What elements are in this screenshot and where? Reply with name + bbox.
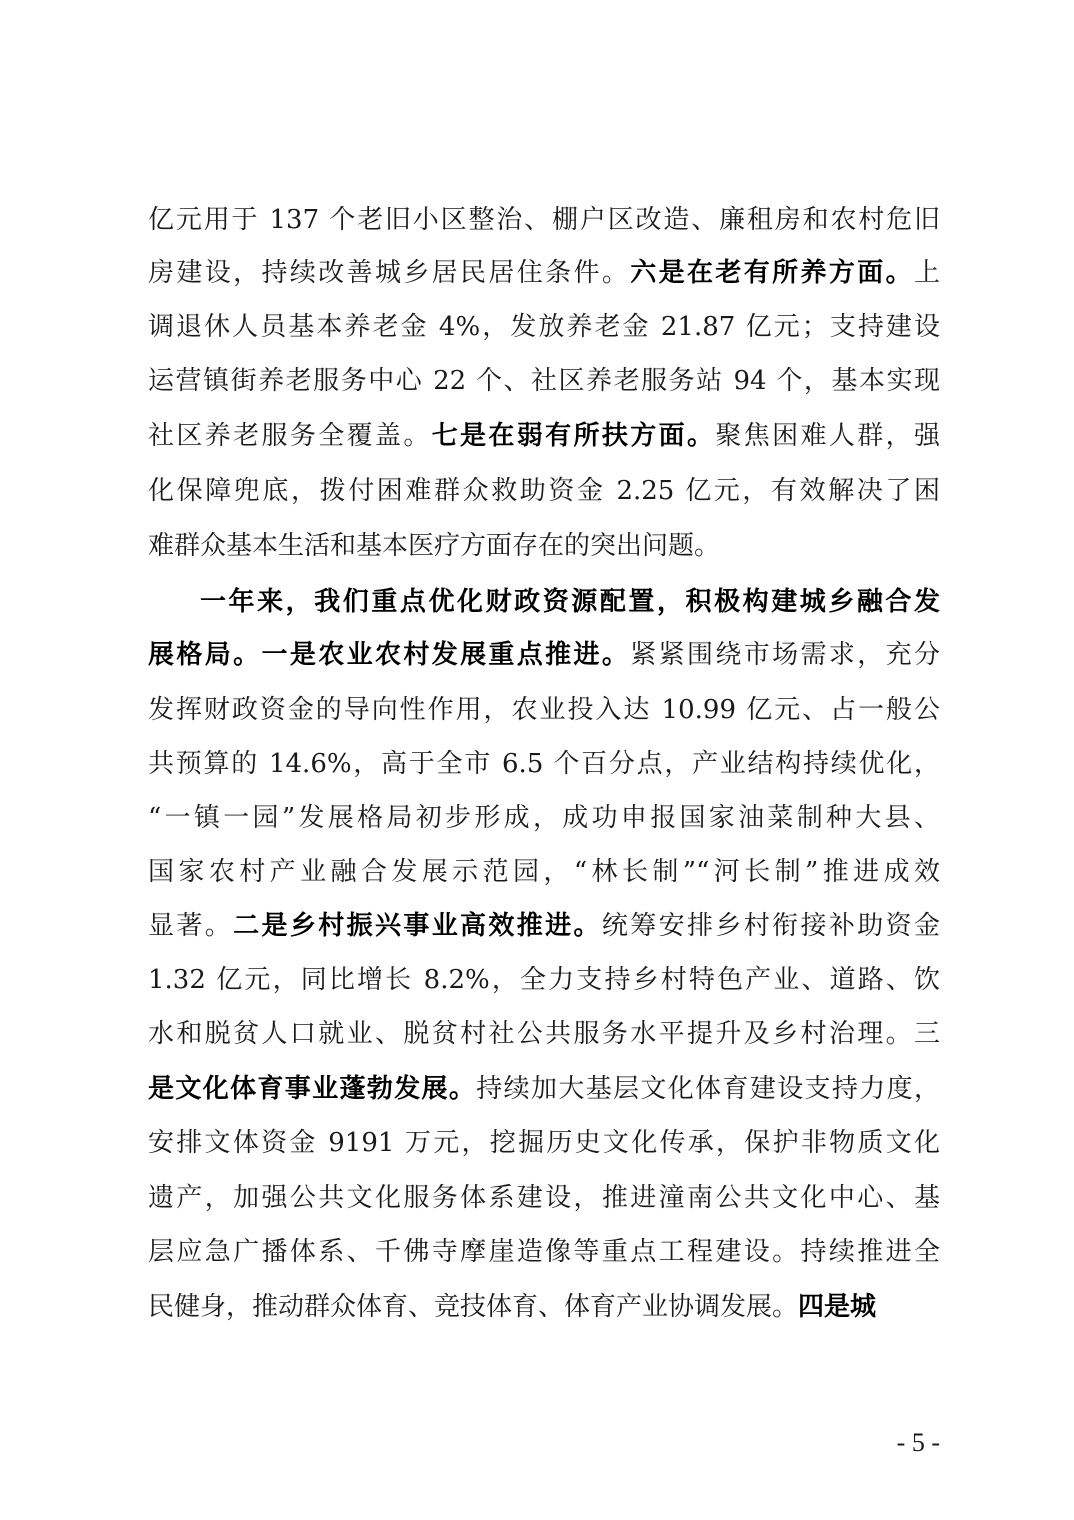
text-line — [148, 247, 940, 299]
text-line — [148, 301, 940, 353]
body-text: 运营镇街养老服务中心 22 个、社区养老服务站 94 个，基本实现 — [148, 366, 940, 396]
body-text: 遗产，加强公共文化服务体系建设，推进潼南公共文化中心、基 — [148, 1183, 940, 1213]
bold-heading-text: 展格局。 — [148, 640, 262, 670]
text-line — [148, 684, 940, 736]
bold-heading-text: 一是农业农村发展重点推进。 — [261, 640, 631, 670]
text-line — [148, 629, 940, 681]
body-text: 民健身，推动群众体育、竞技体育、体育产业协调发展。 — [148, 1292, 799, 1322]
text-line — [148, 465, 940, 517]
bold-heading-text: 二是乡村振兴事业高效推进。 — [233, 911, 602, 941]
text-line — [148, 738, 940, 790]
body-text: 1.32 亿元，同比增长 8.2%，全力支持乡村特色产业、道路、饮 — [148, 965, 940, 995]
body-text: 显著。 — [148, 911, 234, 941]
text-line — [148, 1063, 940, 1115]
body-text: 上 — [913, 258, 940, 288]
bold-heading-text: 四是城 — [798, 1292, 877, 1322]
body-text: 统筹安排乡村衔接补助资金 — [601, 911, 940, 941]
body-text: 安排文体资金 9191 万元，挖掘历史文化传承，保护非物质文化 — [148, 1128, 940, 1158]
body-text: 发挥财政资金的导向性作用，农业投入达 10.99 亿元、占一般公 — [148, 695, 940, 725]
text-line — [200, 576, 940, 628]
body-text: 难群众基本生活和基本医疗方面存在的突出问题。 — [148, 531, 721, 561]
page-number: - 5 - — [896, 1428, 940, 1457]
text-line — [148, 410, 940, 462]
text-line — [148, 792, 940, 844]
text-line — [148, 846, 940, 898]
text-line — [148, 1172, 940, 1224]
text-line — [148, 954, 940, 1006]
text-line — [148, 1281, 940, 1333]
text-line — [148, 355, 940, 407]
text-line — [148, 900, 940, 952]
body-text: 国家农村产业融合发展示范园，“林长制”“河长制”推进成效 — [148, 857, 940, 887]
body-text: 化保障兜底，拨付困难群众救助资金 2.25 亿元，有效解决了困 — [148, 476, 940, 506]
text-line — [148, 194, 940, 246]
body-text: 持续加大基层文化体育建设支持力度， — [476, 1074, 940, 1104]
body-text: 共预算的 14.6%，高于全市 6.5 个百分点，产业结构持续优化， — [148, 749, 940, 779]
text-line — [148, 1117, 940, 1169]
body-text: 层应急广播体系、千佛寺摩崖造像等重点工程建设。持续推进全 — [148, 1237, 940, 1267]
text-line — [148, 1008, 940, 1060]
body-text: 紧紧围绕市场需求，充分 — [630, 640, 940, 670]
body-text: 房建设，持续改善城乡居民居住条件。 — [148, 258, 631, 288]
bold-heading-text: 六是在老有所养方面。 — [630, 258, 914, 288]
text-line — [148, 520, 940, 572]
body-text: 亿元用于 137 个老旧小区整治、棚户区改造、廉租房和农村危旧 — [148, 205, 940, 235]
body-text: 水和脱贫人口就业、脱贫村社公共服务水平提升及乡村治理。三 — [148, 1019, 940, 1049]
body-text: 聚焦困难人群，强 — [715, 421, 940, 451]
body-text: 社区养老服务全覆盖。 — [148, 421, 432, 451]
bold-heading-text: 是文化体育事业蓬勃发展。 — [148, 1074, 477, 1104]
text-line — [148, 1226, 940, 1278]
body-text: “一镇一园”发展格局初步形成，成功申报国家油菜制种大县、 — [148, 803, 940, 833]
bold-heading-text: 七是在弱有所扶方面。 — [431, 421, 716, 451]
body-text: 调退休人员基本养老金 4%，发放养老金 21.87 亿元；支持建设 — [148, 312, 940, 342]
bold-heading-text: 一年来，我们重点优化财政资源配置，积极构建城乡融合发 — [200, 587, 940, 617]
